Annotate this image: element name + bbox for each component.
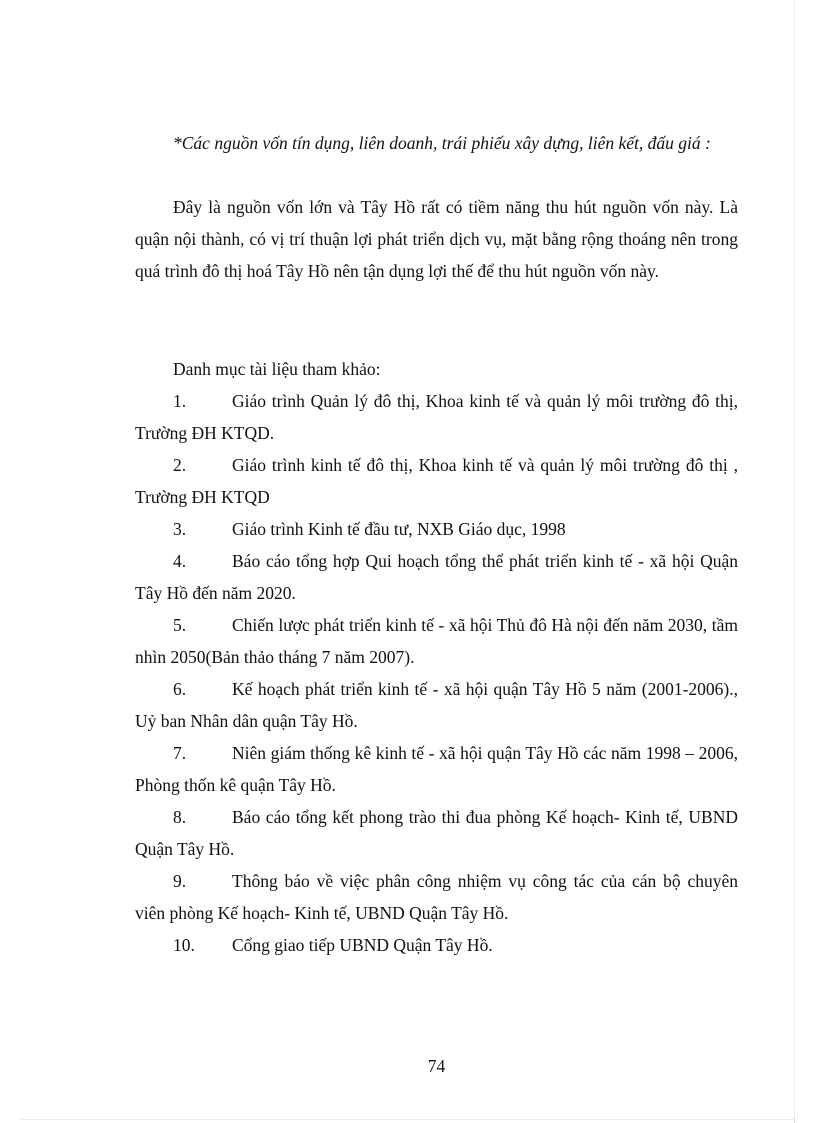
reference-item xyxy=(135,801,738,865)
reference-text: Báo cáo tổng hợp Qui hoạch tổng thể phát triển kinh tế - xã hội Quận Tây Hồ đến năm 2020. xyxy=(135,551,738,603)
reference-item xyxy=(135,673,738,737)
reference-number: 8. xyxy=(173,807,187,827)
reference-list xyxy=(135,353,738,961)
reference-number: 9. xyxy=(173,871,187,891)
reference-item xyxy=(135,385,738,449)
reference-item xyxy=(135,609,738,673)
reference-number: 5. xyxy=(173,615,187,635)
reference-item xyxy=(135,865,738,929)
reference-number: 7. xyxy=(173,743,187,763)
reference-text: Thông báo về việc phân công nhiệm vụ công tác của cán bộ chuyên viên phòng Kế hoạch- Kinh tế, UBND Quận Tây Hồ. xyxy=(135,871,738,923)
reference-text: Chiến lược phát triển kinh tế - xã hội Thủ đô Hà nội đến năm 2030, tầm nhìn 2050(Bản thảo tháng 7 năm 2007). xyxy=(135,615,738,667)
reference-text: Báo cáo tổng kết phong trào thi đua phòng Kế hoạch- Kinh tế, UBND Quận Tây Hồ. xyxy=(135,807,738,859)
reference-list-title: Danh mục tài liệu tham khảo: xyxy=(173,359,381,379)
page-number: 74 xyxy=(427,1056,446,1076)
reference-number: 4. xyxy=(173,551,187,571)
reference-item xyxy=(135,737,738,801)
reference-item xyxy=(135,929,738,961)
reference-item xyxy=(135,449,738,513)
reference-item xyxy=(135,545,738,609)
section-heading: *Các nguồn vốn tín dụng, liên doanh, trái phiếu xây dựng, liên kết, đấu giá : xyxy=(173,133,711,153)
reference-number: 1. xyxy=(173,391,187,411)
reference-text: Giáo trình Quản lý đô thị, Khoa kinh tế và quản lý môi trường đô thị, Trường ĐH KTQD. xyxy=(135,391,738,443)
reference-number: 3. xyxy=(173,519,187,539)
reference-number: 10. xyxy=(173,935,195,955)
reference-text: Kế hoạch phát triển kinh tế - xã hội quận Tây Hồ 5 năm (2001-2006)., Uỷ ban Nhân dân quận Tây Hồ. xyxy=(135,679,738,731)
reference-item xyxy=(135,513,738,545)
reference-text: Niên giám thống kê kinh tế - xã hội quận Tây Hồ các năm 1998 – 2006, Phòng thốn kê quận Tây Hồ. xyxy=(135,743,738,795)
reference-text: Giáo trình kinh tế đô thị, Khoa kinh tế và quản lý môi trường đô thị , Trường ĐH KTQD xyxy=(135,455,738,507)
reference-text: Cổng giao tiếp UBND Quận Tây Hồ. xyxy=(232,935,493,955)
page-border-right xyxy=(794,0,795,1123)
page-border-bottom xyxy=(20,1119,795,1120)
reference-number: 6. xyxy=(173,679,187,699)
body-paragraph: Đây là nguồn vốn lớn và Tây Hồ rất có tiềm năng thu hút nguồn vốn này. Là quận nội thành, có vị trí thuận lợi phát triển dịch vụ, mặt bằng rộng thoáng nên trong quá trình đô thị hoá Tây Hồ nên tận dụng lợi thế để thu hút nguồn vốn này. xyxy=(135,197,738,281)
reference-number: 2. xyxy=(173,455,187,475)
reference-text: Giáo trình Kinh tế đầu tư, NXB Giáo dục, 1998 xyxy=(232,519,566,539)
